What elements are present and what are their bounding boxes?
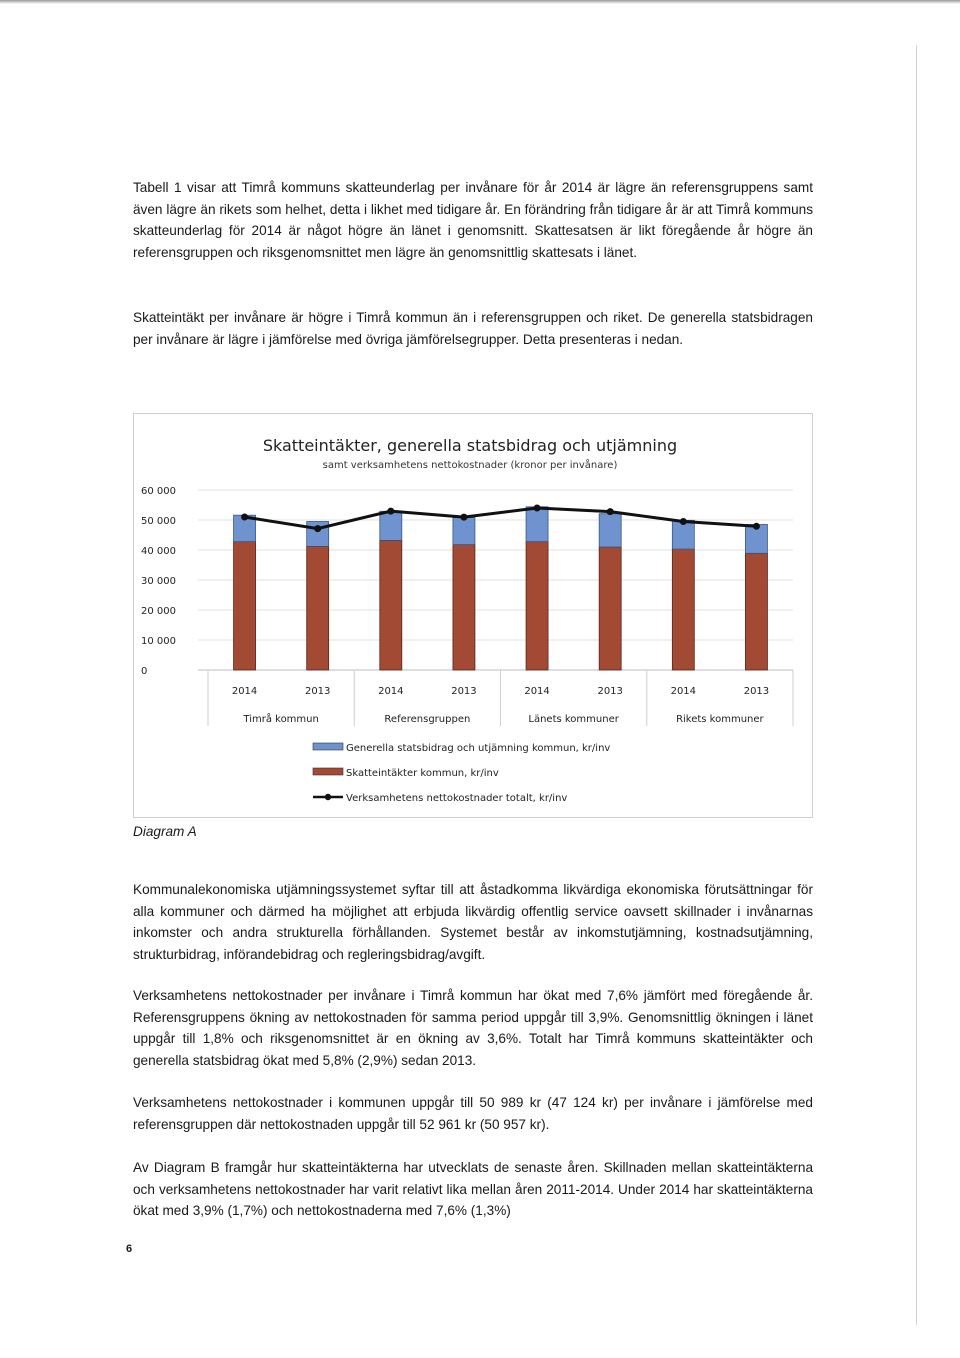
bar-general-grants <box>453 518 475 545</box>
net-cost-point <box>314 525 321 532</box>
x-group-label: Referensgruppen <box>384 714 471 725</box>
net-cost-point <box>241 514 248 521</box>
net-cost-point <box>607 508 614 515</box>
paragraph-diagram-b: Av Diagram B framgår hur skatteintäkterna har utvecklats de senaste åren. Skillnaden mellan skatteintäkterna och verksamhetens nettokostnader har varit relativt lika mellan åren 2011-2014. Under 2014 har skatteintäkterna ökat med 3,9% (1,7%) och nettokostnaderna med 7,6% (1,3%) <box>133 1160 813 1218</box>
paragraph-net-costs: Verksamhetens nettokostnader per invånare i Timrå kommun har ökat med 7,6% jämfört med föregående år. Referensgruppens ökning av nettokostnaden för samma period uppgår till 3,9%. Genomsnittlig ökningen i länet uppgår till 1,8% och riksgenomsnittet är en ökning av 3,6%. Totalt har Timrå kommuns skatteintäkter och generella statsbidrag ökat med 5,8% (2,9%) sedan 2013. <box>133 988 813 1068</box>
page-border-line <box>916 45 917 1325</box>
bar-tax-revenue <box>234 542 256 670</box>
x-group-label: Timrå kommun <box>243 714 319 725</box>
net-cost-point <box>534 505 541 512</box>
paragraph-equalization-system: Kommunalekonomiska utjämningssystemet syftar till att åstadkomma likvärdiga ekonomiska förutsättningar för alla kommuner och därmed ha möjlighet att erbjuda likvärdig offentlig service oavsett skillnader i invånarnas inkomster och andra strukturella förhållanden. Systemet består av inkomstutjämning, kostnadsutjämning, strukturbidrag, införandebidrag och regleringsbidrag/avgift. <box>133 882 813 962</box>
paragraph-tax-revenue: Skatteintäkt per invånare är högre i Timrå kommun än i referensgruppen och riket. De generella statsbidragen per invånare är lägre i jämförelse med övriga jämförelsegrupper. Detta presenteras i nedan. <box>133 310 813 347</box>
y-tick-label: 30 000 <box>141 576 176 587</box>
bar-tax-revenue <box>380 540 402 670</box>
chart-diagram-a <box>133 413 813 818</box>
chart-caption: Diagram A <box>133 824 197 839</box>
x-tick-label: 2013 <box>451 686 477 697</box>
y-tick-label: 0 <box>141 666 148 677</box>
bar-tax-revenue <box>599 547 621 670</box>
legend-label: Verksamhetens nettokostnader totalt, kr/inv <box>346 793 568 804</box>
x-tick-label: 2014 <box>231 686 258 697</box>
net-cost-point <box>680 518 687 525</box>
bar-general-grants <box>599 514 621 547</box>
bar-general-grants <box>526 507 548 542</box>
net-cost-point <box>387 508 394 515</box>
y-tick-label: 40 000 <box>141 546 176 557</box>
y-tick-label: 60 000 <box>141 486 176 497</box>
scan-edge <box>0 0 960 4</box>
x-tick-label: 2014 <box>524 686 550 697</box>
y-tick-label: 20 000 <box>141 606 176 617</box>
paragraph-net-costs-comparison: Verksamhetens nettokostnader i kommunen uppgår till 50 989 kr (47 124 kr) per invånare i jämförelse med referensgruppen där nettokostnaden uppgår till 52 961 kr (50 957 kr). <box>133 1095 813 1132</box>
bar-tax-revenue <box>745 553 767 670</box>
net-cost-point <box>753 523 760 530</box>
x-group-label: Länets kommuner <box>528 714 619 725</box>
bar-tax-revenue <box>526 542 548 670</box>
x-tick-label: 2013 <box>304 686 331 697</box>
bar-tax-revenue <box>453 545 475 670</box>
net-cost-point <box>460 514 467 521</box>
x-tick-label: 2013 <box>743 686 770 697</box>
legend-swatch <box>313 743 343 750</box>
x-tick-label: 2014 <box>378 686 404 697</box>
y-tick-label: 10 000 <box>141 636 176 647</box>
bar-tax-revenue <box>672 549 694 670</box>
chart-subtitle: samt verksamhetens nettokostnader (kronor per invånare) <box>322 460 618 471</box>
legend-label: Generella statsbidrag och utjämning kommun, kr/inv <box>346 743 611 754</box>
x-tick-label: 2014 <box>670 686 697 697</box>
legend-swatch <box>313 768 343 775</box>
paragraph-tax-base: Tabell 1 visar att Timrå kommuns skatteunderlag per invånare för år 2014 är lägre än referensgruppens samt även lägre än rikets som helhet, detta i likhet med tidigare år. En förändring från tidigare år är att Timrå kommuns skatteunderlag för 2014 är något högre än länet i genomsnitt. Skattesatsen är likt föregående år högre än referensgruppen och riksgenomsnittet men lägre än genomsnittlig skattesats i länet. <box>133 180 813 260</box>
y-tick-label: 50 000 <box>141 516 176 527</box>
x-tick-label: 2013 <box>597 686 623 697</box>
legend-marker <box>325 794 331 800</box>
x-group-label: Rikets kommuner <box>676 714 764 725</box>
chart-title: Skatteintäkter, generella statsbidrag och utjämning <box>262 436 678 455</box>
legend-label: Skatteintäkter kommun, kr/inv <box>346 768 499 779</box>
bar-general-grants <box>380 511 402 540</box>
bar-tax-revenue <box>307 546 329 670</box>
page-number: 6 <box>126 1243 133 1255</box>
